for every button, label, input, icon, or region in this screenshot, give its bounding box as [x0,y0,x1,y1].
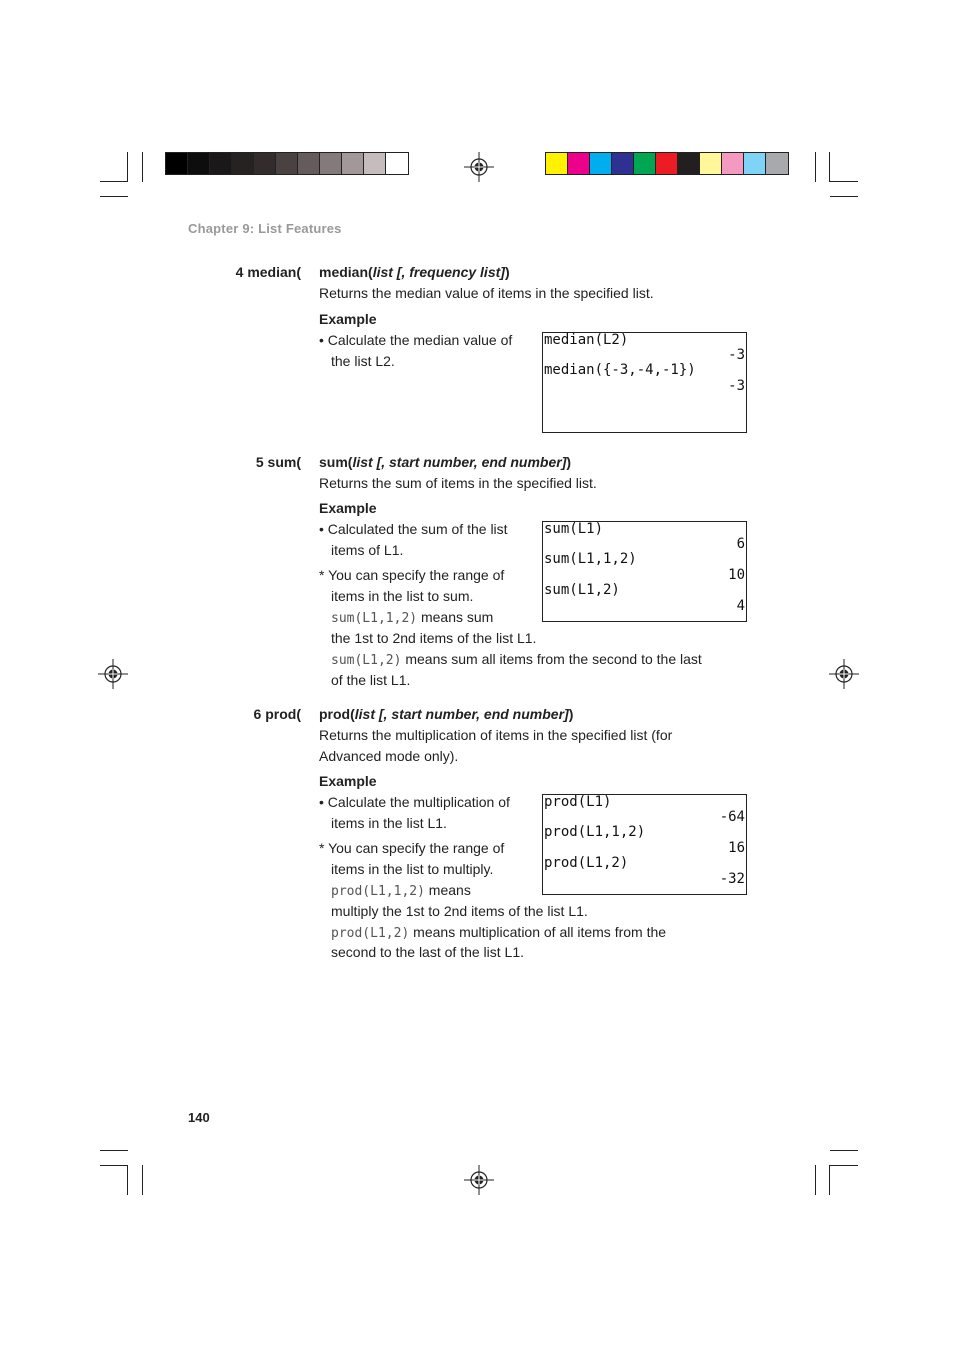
color-swatch [386,153,408,174]
example-bullet: • Calculate the median value of [319,332,513,348]
example-bullet-cont: items of L1. [331,542,404,558]
color-swatch [678,153,700,174]
description-prod-cont: Advanced mode only). [319,748,459,764]
syntax-fn: median( [319,264,373,280]
example-heading: Example [319,311,377,327]
calculator-screen-sum [542,521,747,622]
note-line: multiply the 1st to 2nd items of the list L1. [331,903,588,919]
color-swatch [590,153,612,174]
screen-line: sum(L1) [544,521,604,537]
syntax-args: list [, start number, end number] [352,454,567,470]
function-label-median: 4 median( [235,264,301,280]
color-swatch [546,153,568,174]
example-bullet-cont: items in the list L1. [331,815,447,831]
code-snippet: sum(L1,1,2) [331,611,418,626]
note-line: second to the last of the list L1. [331,944,525,960]
color-swatch [342,153,364,174]
syntax-close: ) [566,454,572,470]
description-prod: Returns the multiplication of items in the specified list (for [319,727,673,743]
crop-mark [127,152,128,182]
screen-result: -32 [719,871,745,887]
crop-mark [829,1165,830,1195]
note-code-line [331,607,493,629]
code-snippet: prod(L1,1,2) [331,884,425,899]
syntax-args: list [, start number, end number] [354,706,569,722]
syntax-fn: prod( [319,706,355,722]
screen-result: 10 [728,567,745,583]
crop-mark [815,152,816,182]
registration-mark-icon [98,659,128,689]
crop-mark [815,1165,816,1195]
code-explanation: means sum [417,609,494,625]
color-swatch [364,153,386,174]
crop-mark [100,196,128,197]
description-median: Returns the median value of items in the specified list. [319,285,654,301]
crop-mark [100,1165,128,1166]
screen-line: sum(L1,1,2) [544,551,637,567]
crop-mark [830,1165,858,1166]
color-swatch [700,153,722,174]
color-swatch [276,153,298,174]
color-swatch [568,153,590,174]
registration-mark-icon [464,1165,494,1195]
code-explanation: means sum all items from the second to the last [401,651,702,667]
example-bullet-cont: the list L2. [331,353,395,369]
syntax-median [319,264,510,280]
screen-result: 16 [728,840,745,856]
example-bullet: • Calculated the sum of the list [319,521,508,537]
crop-mark [142,1165,143,1195]
code-snippet: prod(L1,2) [331,926,410,941]
screen-result: -3 [728,378,745,394]
crop-mark [830,196,858,197]
color-swatch [656,153,678,174]
note-line: * You can specify the range of [319,840,505,856]
screen-line: prod(L1) [544,794,612,810]
color-swatch [254,153,276,174]
example-heading: Example [319,773,377,789]
screen-line: median(L2) [544,332,629,348]
crop-mark [142,152,143,182]
syntax-args: list [, frequency list] [372,264,505,280]
note-line: items in the list to sum. [331,588,474,604]
code-snippet: sum(L1,2) [331,653,402,668]
page-number: 140 [188,1110,210,1125]
color-swatch [744,153,766,174]
color-swatch [298,153,320,174]
screen-result: -3 [728,347,745,363]
color-swatch [320,153,342,174]
screen-result: 6 [736,536,745,552]
color-swatch [722,153,744,174]
color-swatch [612,153,634,174]
registration-mark-icon [829,659,859,689]
description-sum: Returns the sum of items in the specified list. [319,475,597,491]
screen-line: sum(L1,2) [544,582,620,598]
code-explanation: means [424,882,471,898]
calculator-screen-median [542,332,747,433]
syntax-sum [319,454,571,470]
crop-mark [100,1150,128,1151]
screen-line: prod(L1,2) [544,855,629,871]
color-swatch [766,153,788,174]
color-swatch [188,153,210,174]
chapter-header: Chapter 9: List Features [188,221,342,236]
syntax-close: ) [568,706,574,722]
function-label-prod: 6 prod( [253,706,301,722]
crop-mark [830,181,858,182]
note-line: * You can specify the range of [319,567,505,583]
function-label-sum: 5 sum( [255,454,301,470]
syntax-prod [319,706,573,722]
note-line: of the list L1. [331,672,411,688]
crop-mark [829,152,830,182]
note-code-line [331,922,666,944]
registration-mark-icon [464,152,494,182]
syntax-close: ) [504,264,510,280]
crop-mark [127,1165,128,1195]
color-swatch [232,153,254,174]
color-swatch [210,153,232,174]
grayscale-calibration-bar [165,152,409,175]
note-line: items in the list to multiply. [331,861,494,877]
note-line: the 1st to 2nd items of the list L1. [331,630,537,646]
code-explanation: means multiplication of all items from the [409,924,667,940]
example-heading: Example [319,500,377,516]
screen-line: median({-3,-4,-1}) [544,362,696,378]
calculator-screen-prod [542,794,747,895]
color-calibration-bar [545,152,789,175]
color-swatch [166,153,188,174]
example-bullet: • Calculate the multiplication of [319,794,510,810]
syntax-fn: sum( [319,454,353,470]
note-code-line [331,649,702,671]
note-code-line [331,880,471,902]
crop-mark [100,181,128,182]
crop-mark [830,1150,858,1151]
screen-line: prod(L1,1,2) [544,824,646,840]
color-swatch [634,153,656,174]
screen-result: -64 [719,809,745,825]
screen-result: 4 [736,598,745,614]
